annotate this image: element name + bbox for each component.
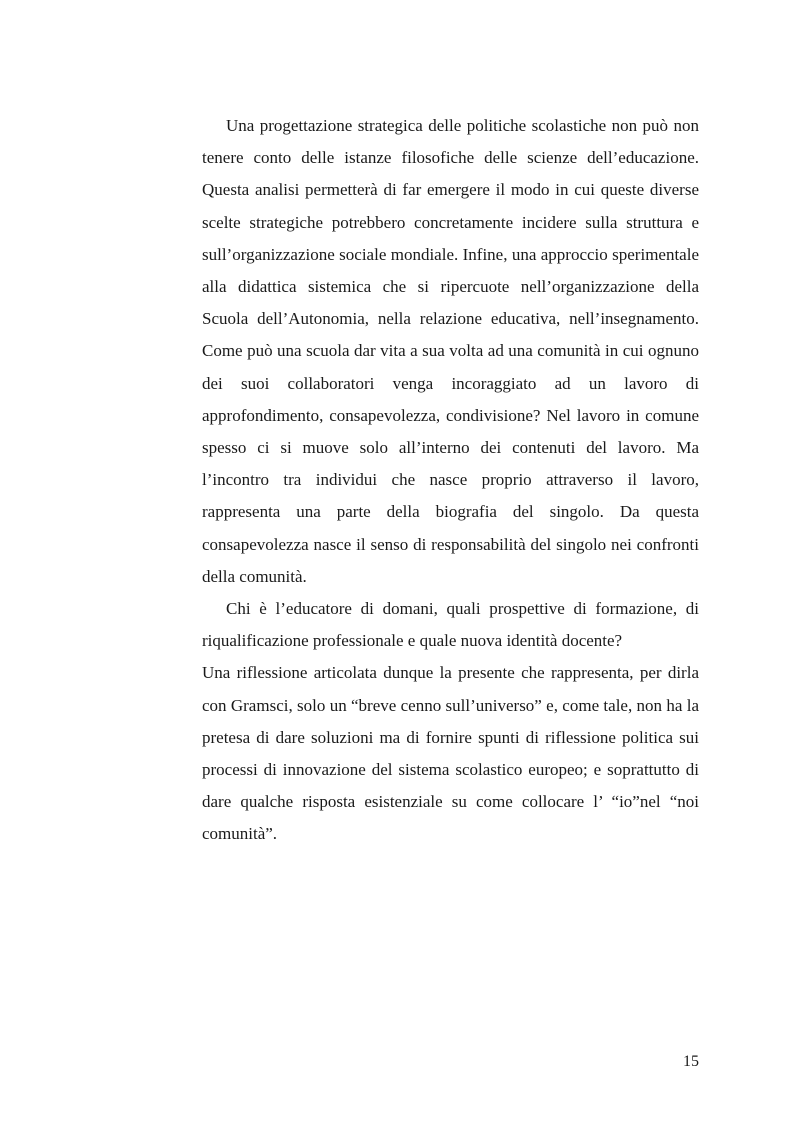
page-number: 15 <box>683 1053 699 1070</box>
body-text <box>202 110 699 851</box>
paragraph-1: Una progettazione strategica delle politiche scolastiche non può non tenere conto delle istanze filosofiche delle scienze dell’educazione. Questa analisi permetterà di far emergere il modo in cui queste diverse scelte strategiche potrebbero concretamente incidere sulla struttura e sull’organizzazione sociale mondiale. Infine, una approccio sperimentale alla didattica sistemica che si ripercuote nell’organizzazione della Scuola dell’Autonomia, nella relazione educativa, nell’insegnamento. Come può una scuola dar vita a sua volta ad una comunità in cui ognuno dei suoi collaboratori venga incoraggiato ad un lavoro di approfondimento, consapevolezza, condivisione? Nel lavoro in comune spesso ci si muove solo all’interno dei contenuti del lavoro. Ma l’incontro tra individui che nasce proprio attraverso il lavoro, rappresenta una parte della biografia del singolo. Da questa consapevolezza nasce il senso di responsabilità del singolo nei confronti della comunità. <box>202 116 699 586</box>
paragraph-3: Una riflessione articolata dunque la presente che rappresenta, per dirla con Gramsci, solo un “breve cenno sull’universo” e, come tale, non ha la pretesa di dare soluzioni ma di fornire spunti di riflessione politica sui processi di innovazione del sistema scolastico europeo; e soprattutto di dare qualche risposta esistenziale su come collocare l’ “io”nel “noi comunità”. <box>202 663 699 844</box>
paragraph-2: Chi è l’educatore di domani, quali prospettive di formazione, di riqualificazione professionale e quale nuova identità docente? <box>202 599 699 651</box>
